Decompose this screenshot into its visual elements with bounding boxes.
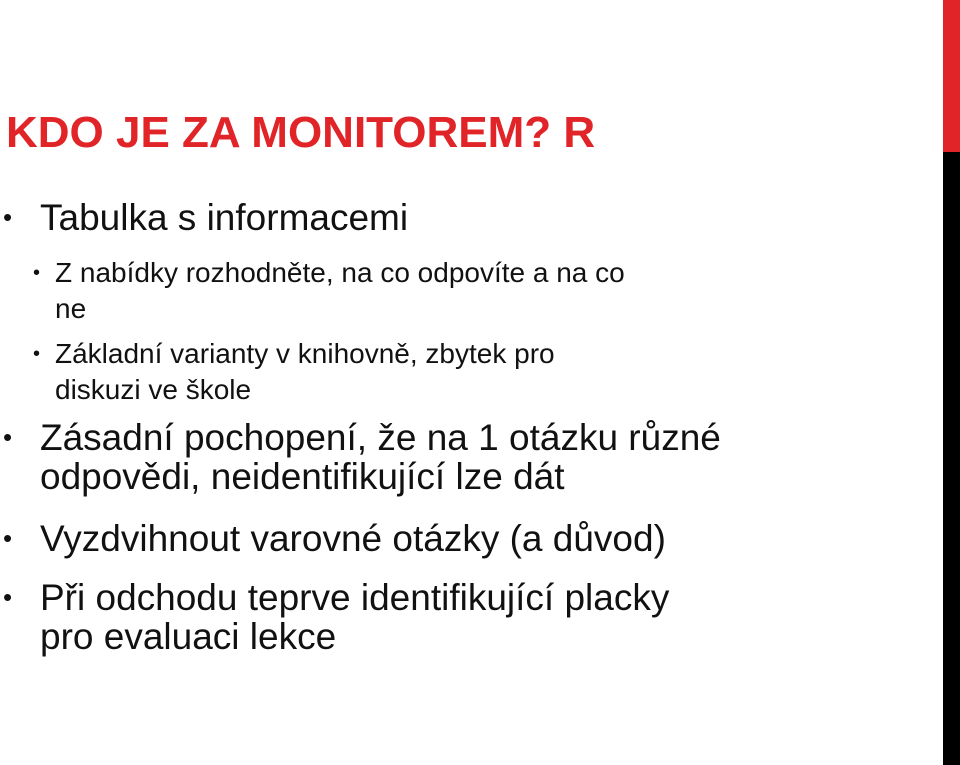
bullet-text: Tabulka s informacemi — [40, 197, 409, 238]
bullet-icon: • — [3, 202, 13, 232]
bullet-text: Z nabídky rozhodněte, na co odpovíte a na co — [55, 257, 625, 288]
accent-bar-black — [943, 152, 960, 765]
bullet-text: Zásadní pochopení, že na 1 otázku různé — [40, 417, 721, 458]
accent-bar-red — [943, 0, 960, 152]
bullet-text: Vyzdvihnout varovné otázky (a důvod) — [40, 518, 666, 559]
bullet-text: Při odchodu teprve identifikující placky — [40, 577, 670, 618]
bullet-item-placky — [3, 577, 670, 657]
bullet-icon: • — [3, 523, 13, 553]
bullet-icon: • — [3, 422, 13, 452]
bullet-text: ne — [55, 293, 87, 324]
bullet-text: pro evaluaci lekce — [40, 616, 337, 657]
bullet-item-pochopeni — [3, 417, 721, 497]
bullet-text: diskuzi ve škole — [55, 374, 252, 405]
sub-bullet-item-nabidka — [33, 255, 625, 327]
sub-bullet-item-varianty — [33, 336, 555, 408]
bullet-text: Základní varianty v knihovně, zbytek pro — [55, 338, 555, 369]
bullet-icon: • — [33, 262, 41, 284]
bullet-icon: • — [3, 582, 13, 612]
slide-title: KDO JE ZA MONITOREM? R — [6, 108, 596, 157]
bullet-item-tabulka — [3, 197, 409, 238]
bullet-item-varovne-otazky — [3, 518, 666, 559]
bullet-text: odpovědi, neidentifikující lze dát — [40, 456, 565, 497]
bullet-icon: • — [33, 343, 41, 365]
